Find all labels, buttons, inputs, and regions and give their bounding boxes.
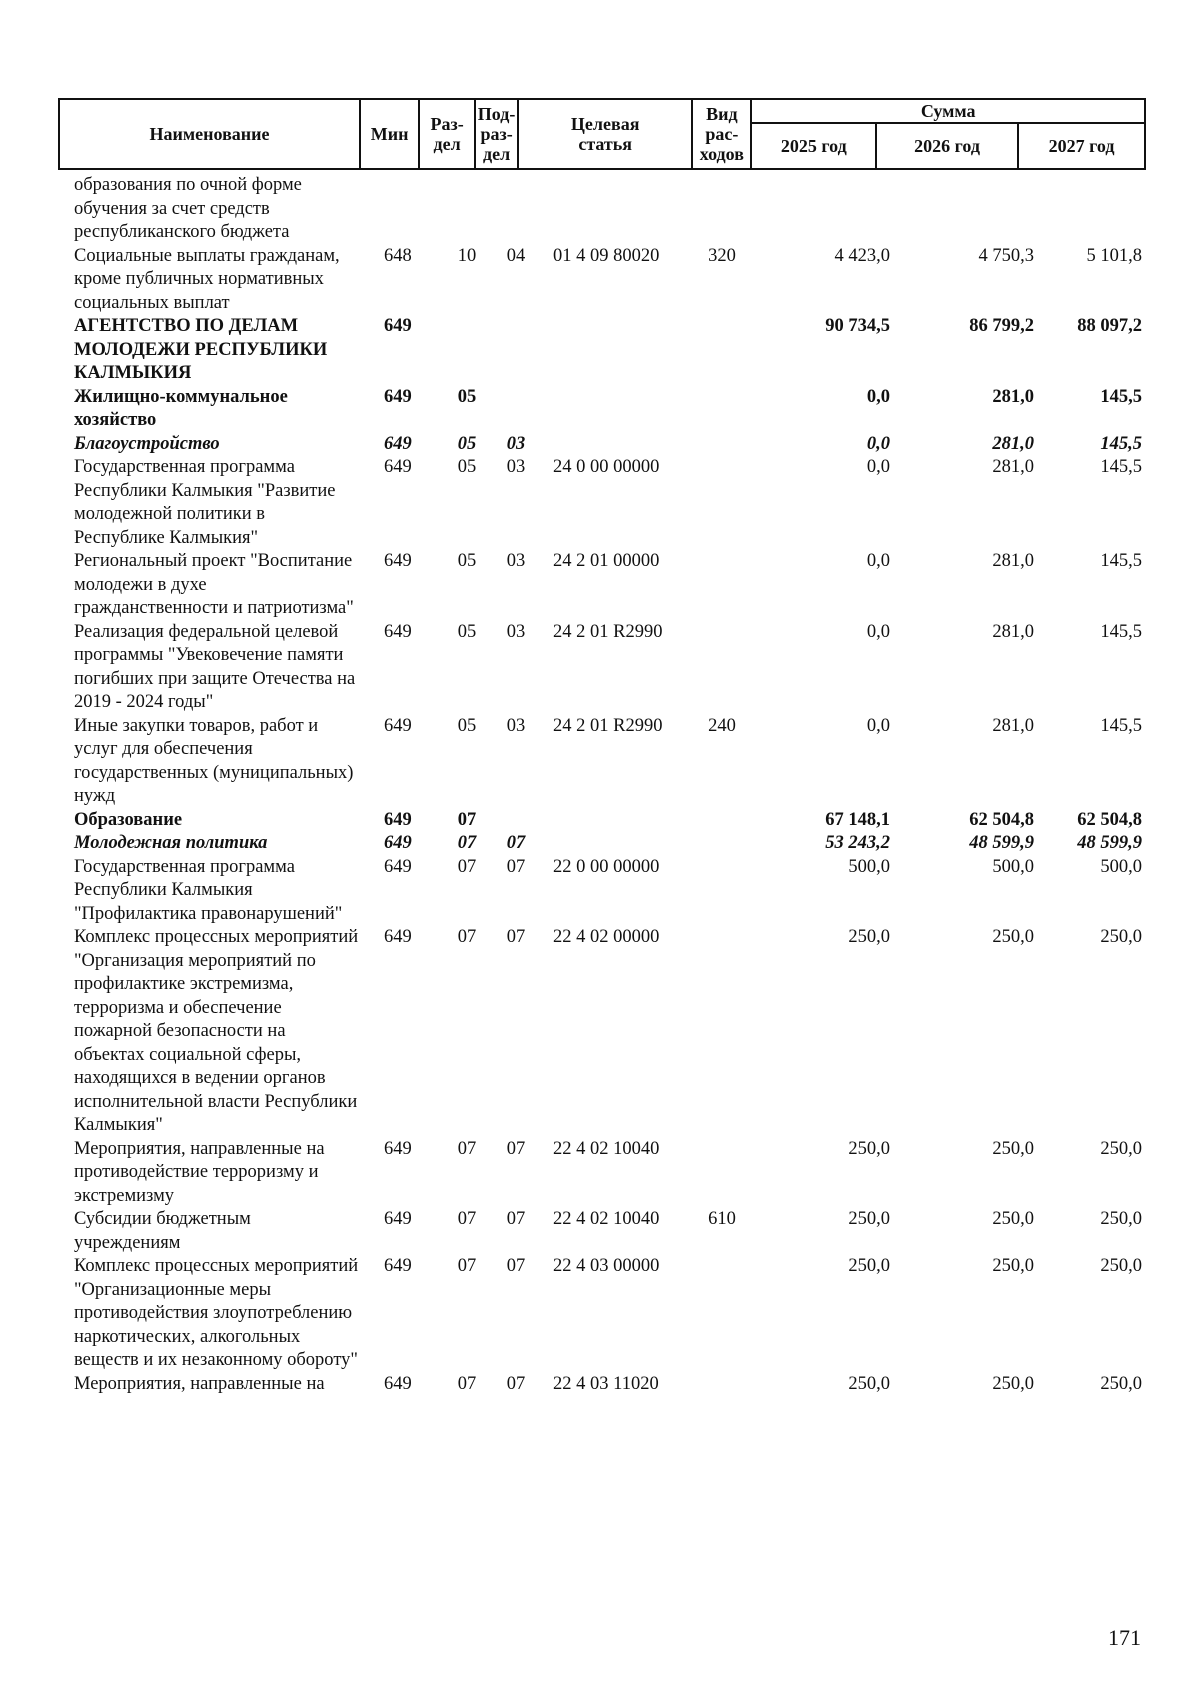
row-y2026: 281,0 bbox=[992, 386, 1034, 407]
row-y2027: 145,5 bbox=[1100, 386, 1142, 407]
row-y2025: 0,0 bbox=[866, 386, 890, 407]
header-vid: Вид рас- ходов bbox=[692, 99, 751, 169]
row-raz: 07 bbox=[457, 856, 477, 877]
table-row bbox=[58, 832, 1146, 856]
header-year-2025: 2025 год bbox=[751, 123, 876, 169]
row-y2027: 250,0 bbox=[1100, 1373, 1142, 1394]
row-vid: 610 bbox=[708, 1209, 736, 1229]
table-row bbox=[58, 715, 1146, 809]
row-name: Субсидии бюджетным учреждениям bbox=[74, 1209, 251, 1253]
table-row bbox=[58, 856, 1146, 927]
table-row bbox=[58, 433, 1146, 457]
row-pod: 07 bbox=[506, 856, 526, 877]
row-y2026: 281,0 bbox=[992, 433, 1034, 454]
row-y2025: 0,0 bbox=[866, 551, 890, 571]
row-min: 649 bbox=[384, 833, 412, 853]
table-row bbox=[58, 621, 1146, 715]
table-row bbox=[58, 1373, 1146, 1397]
row-y2026: 281,0 bbox=[992, 457, 1034, 477]
row-min: 649 bbox=[384, 433, 412, 454]
row-y2027: 145,5 bbox=[1100, 433, 1142, 454]
row-min: 649 bbox=[384, 715, 412, 736]
row-pod: 03 bbox=[506, 621, 526, 642]
row-raz: 05 bbox=[457, 386, 477, 407]
row-min: 649 bbox=[384, 316, 412, 336]
row-y2025: 250,0 bbox=[848, 1209, 890, 1229]
row-y2025: 67 148,1 bbox=[825, 809, 890, 830]
row-min: 649 bbox=[384, 856, 412, 877]
row-y2027: 48 599,9 bbox=[1077, 833, 1142, 853]
row-y2027: 250,0 bbox=[1100, 1256, 1142, 1276]
row-y2025: 4 423,0 bbox=[834, 245, 890, 266]
row-y2026: 62 504,8 bbox=[969, 809, 1034, 830]
row-y2025: 0,0 bbox=[866, 715, 890, 736]
row-y2026: 250,0 bbox=[992, 1209, 1034, 1229]
row-raz: 05 bbox=[457, 457, 477, 477]
row-y2025: 0,0 bbox=[866, 621, 890, 642]
header-target: Целевая статья bbox=[518, 99, 692, 169]
row-y2025: 250,0 bbox=[848, 1373, 890, 1394]
row-cel: 01 4 09 80020 bbox=[553, 245, 660, 266]
table-header bbox=[58, 98, 1146, 170]
table-row bbox=[58, 1255, 1146, 1373]
row-y2025: 0,0 bbox=[866, 457, 890, 477]
row-name: Региональный проект "Воспитание молодежи в духе гражданственности и патриотизма" bbox=[74, 551, 354, 618]
row-pod: 03 bbox=[506, 715, 526, 736]
row-name: Мероприятия, направленные на bbox=[74, 1373, 325, 1394]
row-min: 649 bbox=[384, 1138, 412, 1159]
row-name: Молодежная политика bbox=[74, 833, 268, 853]
row-vid: 320 bbox=[708, 245, 736, 266]
row-raz: 07 bbox=[457, 809, 477, 830]
row-y2026: 86 799,2 bbox=[969, 316, 1034, 336]
row-y2026: 48 599,9 bbox=[969, 833, 1034, 853]
row-y2026: 250,0 bbox=[992, 1373, 1034, 1394]
row-raz: 07 bbox=[457, 1256, 477, 1276]
header-min: Мин bbox=[360, 99, 419, 169]
row-y2026: 281,0 bbox=[992, 621, 1034, 642]
row-y2025: 53 243,2 bbox=[825, 833, 890, 853]
table-row bbox=[58, 456, 1146, 550]
row-y2027: 500,0 bbox=[1100, 856, 1142, 877]
row-cel: 22 4 02 10040 bbox=[553, 1138, 660, 1159]
row-min: 649 bbox=[384, 809, 412, 830]
row-min: 649 bbox=[384, 1256, 412, 1276]
row-raz: 05 bbox=[457, 621, 477, 642]
row-raz: 05 bbox=[457, 433, 477, 454]
header-year-2027: 2027 год bbox=[1018, 123, 1145, 169]
row-y2027: 145,5 bbox=[1100, 457, 1142, 477]
row-cel: 24 0 00 00000 bbox=[553, 457, 660, 477]
row-name: Государственная программа Республики Калмыкия "Развитие молодежной политики в Республике Калмыкия" bbox=[74, 457, 336, 548]
row-y2025: 250,0 bbox=[848, 1138, 890, 1159]
row-min: 649 bbox=[384, 457, 412, 477]
row-y2027: 250,0 bbox=[1100, 1209, 1142, 1229]
row-y2025: 0,0 bbox=[866, 433, 890, 454]
row-cel: 24 2 01 00000 bbox=[553, 551, 660, 571]
row-y2027: 62 504,8 bbox=[1077, 809, 1142, 830]
row-name: Социальные выплаты гражданам, кроме публичных нормативных социальных выплат bbox=[74, 245, 340, 313]
row-pod: 07 bbox=[506, 833, 526, 853]
row-pod: 03 bbox=[506, 457, 526, 477]
row-pod: 07 bbox=[506, 1373, 526, 1394]
table-row bbox=[58, 550, 1146, 621]
row-name: Комплекс процессных мероприятий "Организация мероприятий по профилактике экстремизма, терроризма и обеспечение пожарной безопасности на объектах социальной сферы, находящихся в ведении органов исполнительной власти Республики Калмыкия" bbox=[74, 927, 359, 1135]
row-name: Жилищно-коммунальное хозяйство bbox=[74, 386, 288, 430]
row-y2027: 5 101,8 bbox=[1086, 245, 1142, 266]
row-cel: 22 0 00 00000 bbox=[553, 856, 660, 877]
row-name: Мероприятия, направленные на противодействие терроризму и экстремизму bbox=[74, 1138, 325, 1206]
row-name: Образование bbox=[74, 809, 183, 830]
row-cel: 22 4 03 11020 bbox=[553, 1373, 659, 1394]
row-pod: 07 bbox=[506, 1138, 526, 1159]
row-y2025: 90 734,5 bbox=[825, 316, 890, 336]
page-number: 171 bbox=[1108, 1625, 1141, 1650]
row-min: 649 bbox=[384, 1373, 412, 1394]
table-row bbox=[58, 809, 1146, 833]
table-row bbox=[58, 1138, 1146, 1209]
row-y2026: 250,0 bbox=[992, 1256, 1034, 1276]
header-year-2026: 2026 год bbox=[876, 123, 1018, 169]
row-cel: 22 4 02 10040 bbox=[553, 1209, 660, 1229]
row-y2027: 250,0 bbox=[1100, 1138, 1142, 1159]
row-y2027: 145,5 bbox=[1100, 715, 1142, 736]
row-y2026: 281,0 bbox=[992, 715, 1034, 736]
row-y2027: 145,5 bbox=[1100, 551, 1142, 571]
row-raz: 10 bbox=[457, 245, 477, 266]
row-pod: 04 bbox=[506, 245, 526, 266]
row-min: 648 bbox=[384, 245, 412, 266]
row-name: Комплекс процессных мероприятий "Организационные меры противодействия злоупотреблению наркотических, алкогольных веществ и их незаконному обороту" bbox=[74, 1256, 359, 1370]
row-y2026: 250,0 bbox=[992, 1138, 1034, 1159]
row-pod: 03 bbox=[506, 433, 526, 454]
row-y2025: 250,0 bbox=[848, 1256, 890, 1276]
table-row bbox=[58, 315, 1146, 386]
row-pod: 07 bbox=[506, 927, 526, 947]
row-min: 649 bbox=[384, 551, 412, 571]
row-cel: 24 2 01 R2990 bbox=[553, 621, 663, 642]
row-cel: 22 4 02 00000 bbox=[553, 927, 660, 947]
row-cel: 24 2 01 R2990 bbox=[553, 715, 663, 736]
row-raz: 05 bbox=[457, 715, 477, 736]
row-y2027: 250,0 bbox=[1100, 927, 1142, 947]
row-raz: 07 bbox=[457, 833, 477, 853]
table-row bbox=[58, 245, 1146, 316]
row-pod: 07 bbox=[506, 1256, 526, 1276]
row-y2025: 500,0 bbox=[848, 856, 890, 877]
row-y2027: 88 097,2 bbox=[1077, 316, 1142, 336]
row-raz: 05 bbox=[457, 551, 477, 571]
row-raz: 07 bbox=[457, 1373, 477, 1394]
row-y2026: 500,0 bbox=[992, 856, 1034, 877]
header-podrazdel: Под- раз- дел bbox=[475, 99, 518, 169]
header-name: Наименование bbox=[59, 99, 360, 169]
table-row bbox=[58, 926, 1146, 1138]
row-raz: 07 bbox=[457, 927, 477, 947]
row-y2026: 281,0 bbox=[992, 551, 1034, 571]
row-min: 649 bbox=[384, 1209, 412, 1229]
table-row bbox=[58, 174, 1146, 245]
row-min: 649 bbox=[384, 927, 412, 947]
row-name: Реализация федеральной целевой программы "Увековечение памяти погибших при защите Отечества на 2019 - 2024 годы" bbox=[74, 621, 356, 712]
row-raz: 07 bbox=[457, 1209, 477, 1229]
row-raz: 07 bbox=[457, 1138, 477, 1159]
row-name: Благоустройство bbox=[74, 433, 220, 454]
row-name: образования по очной форме обучения за счет средств республиканского бюджета bbox=[74, 175, 302, 242]
row-min: 649 bbox=[384, 621, 412, 642]
row-y2026: 4 750,3 bbox=[978, 245, 1034, 266]
table-body bbox=[58, 174, 1146, 1396]
row-pod: 07 bbox=[506, 1209, 526, 1229]
row-y2025: 250,0 bbox=[848, 927, 890, 947]
row-y2026: 250,0 bbox=[992, 927, 1034, 947]
header-razdel: Раз- дел bbox=[419, 99, 475, 169]
row-name: Иные закупки товаров, работ и услуг для обеспечения государственных (муниципальных) нужд bbox=[74, 715, 354, 806]
row-name: Государственная программа Республики Калмыкия "Профилактика правонарушений" bbox=[74, 856, 343, 924]
row-min: 649 bbox=[384, 386, 412, 407]
table-row bbox=[58, 1208, 1146, 1255]
row-pod: 03 bbox=[506, 551, 526, 571]
row-cel: 22 4 03 00000 bbox=[553, 1256, 660, 1276]
row-vid: 240 bbox=[708, 715, 736, 736]
row-y2027: 145,5 bbox=[1100, 621, 1142, 642]
header-sum: Сумма bbox=[751, 99, 1145, 123]
table-row bbox=[58, 386, 1146, 433]
row-name: АГЕНТСТВО ПО ДЕЛАМ МОЛОДЕЖИ РЕСПУБЛИКИ КАЛМЫКИЯ bbox=[74, 316, 328, 383]
